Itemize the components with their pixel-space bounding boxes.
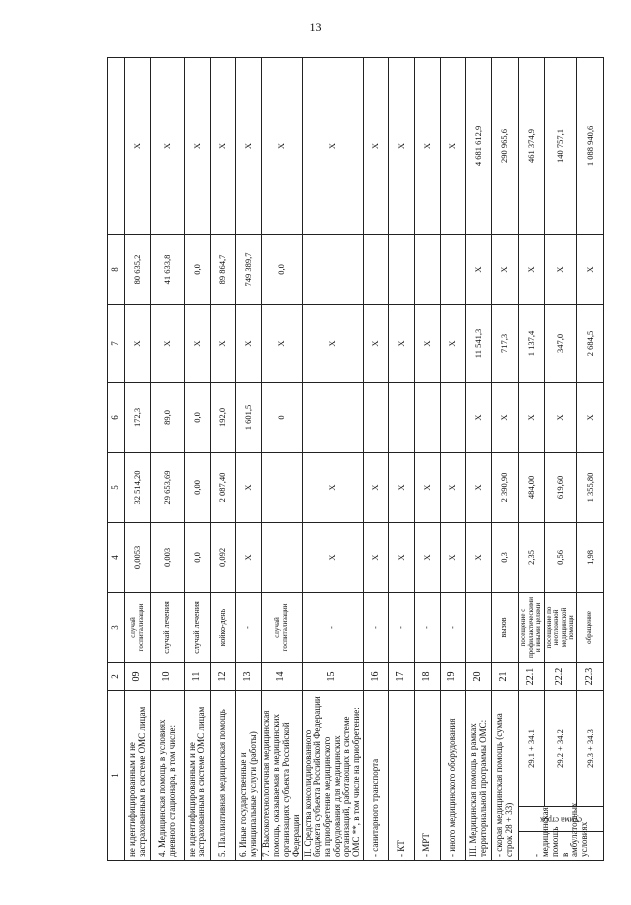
row-value-c4: 29 653,69 bbox=[151, 452, 185, 522]
row-value-c3: 1,98 bbox=[577, 522, 604, 592]
row-unit: случай госпитализации bbox=[261, 592, 302, 662]
row-name: 6. Иные государственные и муниципальные услуги (работы) bbox=[236, 690, 262, 860]
row-code: 10 bbox=[151, 662, 185, 690]
row-value-c7 bbox=[302, 234, 363, 304]
row-value-c8: X bbox=[236, 57, 262, 234]
row-value-c5 bbox=[414, 382, 440, 452]
row-value-c6: 717,3 bbox=[491, 304, 518, 382]
row-name: - санитарного транспорта bbox=[363, 690, 389, 860]
row-code: 16 bbox=[363, 662, 389, 690]
row-value-c6: 2 684,5 bbox=[577, 304, 604, 382]
row-value-c4: 2 087,40 bbox=[210, 452, 236, 522]
row-value-c4 bbox=[261, 452, 302, 522]
row-value-c7 bbox=[389, 234, 415, 304]
col-number-2: 2 bbox=[108, 662, 125, 690]
row-value-c7: 749 389,7 bbox=[236, 234, 262, 304]
row-value-c5: 89,0 bbox=[151, 382, 185, 452]
row-value-c6: X bbox=[414, 304, 440, 382]
table-frame bbox=[107, 58, 604, 861]
row-value-c7: X bbox=[577, 234, 604, 304]
row-value-c4: 0,00 bbox=[184, 452, 210, 522]
row-code: 09 bbox=[125, 662, 151, 690]
row-unit: - bbox=[440, 592, 466, 662]
row-value-c3: X bbox=[414, 522, 440, 592]
row-value-c6: X bbox=[210, 304, 236, 382]
row-value-c7: 0,0 bbox=[184, 234, 210, 304]
row-value-c4: 484,00 bbox=[518, 452, 545, 522]
header-spacer bbox=[108, 57, 125, 234]
table-row bbox=[389, 57, 415, 860]
row-value-c8: X bbox=[184, 57, 210, 234]
column-number-row bbox=[108, 57, 125, 860]
row-value-c8: 290 965,6 bbox=[491, 57, 518, 234]
row-value-c7: X bbox=[545, 234, 577, 304]
row-value-c5: 192,0 bbox=[210, 382, 236, 452]
row-code: 17 bbox=[389, 662, 415, 690]
row-value-c4: 619,60 bbox=[545, 452, 577, 522]
col-number-7: 7 bbox=[108, 304, 125, 382]
row-name: 4. Медицинская помощь в условиях дневного стационара, в том числе: bbox=[151, 690, 185, 860]
row-value-c3: X bbox=[466, 522, 492, 592]
row-name: 7. Высокотехнологичная медицинская помощь, оказываемая в медицинских организациях субъекта Российской Федерации bbox=[261, 690, 302, 860]
row-value-c8: X bbox=[210, 57, 236, 234]
row-name: - МРТ bbox=[414, 690, 440, 860]
col-number-8: 8 bbox=[108, 234, 125, 304]
row-value-c5: 0 bbox=[261, 382, 302, 452]
row-value-c3: 0,56 bbox=[545, 522, 577, 592]
row-value-c3: X bbox=[363, 522, 389, 592]
table-row bbox=[210, 57, 236, 860]
row-value-c3: X bbox=[302, 522, 363, 592]
row-value-c8: 4 681 612,9 bbox=[466, 57, 492, 234]
table-row bbox=[302, 57, 363, 860]
row-name: не идентифицированным и не застрахованным в системе ОМС лицам bbox=[184, 690, 210, 860]
row-unit: случай госпитализации bbox=[125, 592, 151, 662]
row-value-c5: X bbox=[518, 382, 545, 452]
sum-formula: 29.2 + 34.2 bbox=[545, 690, 577, 806]
row-unit: случай лечения bbox=[151, 592, 185, 662]
row-value-c7 bbox=[414, 234, 440, 304]
row-value-c8: 140 757,1 bbox=[545, 57, 577, 234]
row-value-c3: 0,0 bbox=[184, 522, 210, 592]
row-value-c6: 1 137,4 bbox=[518, 304, 545, 382]
sum-formula: 29.3 + 34.3 bbox=[577, 690, 604, 806]
row-value-c4: 32 514,20 bbox=[125, 452, 151, 522]
row-value-c6: 347,0 bbox=[545, 304, 577, 382]
table-row bbox=[363, 57, 389, 860]
row-value-c7: X bbox=[466, 234, 492, 304]
row-unit: койко-день bbox=[210, 592, 236, 662]
row-value-c5 bbox=[363, 382, 389, 452]
row-value-c6: X bbox=[151, 304, 185, 382]
row-value-c8: X bbox=[151, 57, 185, 234]
row-value-c7: 0,0 bbox=[261, 234, 302, 304]
row-value-c3: 2,35 bbox=[518, 522, 545, 592]
row-value-c5: 1 601,5 bbox=[236, 382, 262, 452]
col-number-1: 1 bbox=[108, 690, 125, 860]
row-unit bbox=[466, 592, 492, 662]
row-value-c8: X bbox=[302, 57, 363, 234]
row-value-c5 bbox=[389, 382, 415, 452]
row-value-c3: X bbox=[389, 522, 415, 592]
row-code: 12 bbox=[210, 662, 236, 690]
row-value-c7: 41 633,8 bbox=[151, 234, 185, 304]
row-value-c4: X bbox=[414, 452, 440, 522]
col-number-3: 3 bbox=[108, 592, 125, 662]
row-code: 20 bbox=[466, 662, 492, 690]
row-value-c3 bbox=[261, 522, 302, 592]
row-value-c4: X bbox=[302, 452, 363, 522]
table-row bbox=[151, 57, 185, 860]
row-value-c5: X bbox=[545, 382, 577, 452]
row-value-c7 bbox=[363, 234, 389, 304]
row-code: 11 bbox=[184, 662, 210, 690]
col-number-5: 5 bbox=[108, 452, 125, 522]
row-value-c8: X bbox=[125, 57, 151, 234]
row-unit: - bbox=[414, 592, 440, 662]
row-name: - скорая медицинская помощь (сумма строк 28 + 33) bbox=[491, 690, 518, 860]
row-value-c8: X bbox=[261, 57, 302, 234]
table-row bbox=[184, 57, 210, 860]
row-name: - иного медицинского оборудования bbox=[440, 690, 466, 860]
row-value-c6: X bbox=[389, 304, 415, 382]
row-value-c8: X bbox=[363, 57, 389, 234]
row-value-c5: X bbox=[577, 382, 604, 452]
row-value-c8: X bbox=[440, 57, 466, 234]
row-value-c8: X bbox=[414, 57, 440, 234]
row-code: 14 bbox=[261, 662, 302, 690]
row-value-c5: 0,0 bbox=[184, 382, 210, 452]
ambulatory-name: - медицинская помощь в амбулаторных условиях bbox=[518, 832, 604, 861]
sum-label-cell bbox=[518, 807, 604, 832]
sum-label: сумма строк bbox=[539, 815, 582, 825]
row-value-c3: 0,0053 bbox=[125, 522, 151, 592]
row-unit: вызов bbox=[491, 592, 518, 662]
row-code: 13 bbox=[236, 662, 262, 690]
row-value-c4: 2 390,90 bbox=[491, 452, 518, 522]
row-code: 22.2 bbox=[545, 662, 577, 690]
table-row bbox=[414, 57, 440, 860]
row-name: не идентифицированным и не застрахованным в системе ОМС лицам bbox=[125, 690, 151, 860]
row-value-c4: X bbox=[466, 452, 492, 522]
row-name: III. Медицинская помощь в рамках территориальной программы ОМС: bbox=[466, 690, 492, 860]
row-code: 19 bbox=[440, 662, 466, 690]
row-value-c8: 461 374,9 bbox=[518, 57, 545, 234]
table-row bbox=[261, 57, 302, 860]
row-unit: - bbox=[236, 592, 262, 662]
row-value-c5: X bbox=[466, 382, 492, 452]
row-code: 22.3 bbox=[577, 662, 604, 690]
row-value-c3: X bbox=[440, 522, 466, 592]
row-value-c6: X bbox=[236, 304, 262, 382]
row-value-c7 bbox=[440, 234, 466, 304]
row-unit: посещение по неотложной медицинской помощи bbox=[545, 592, 577, 662]
table-row bbox=[125, 57, 151, 860]
row-value-c5 bbox=[302, 382, 363, 452]
row-name: II. Средства консолидированного бюджета субъекта Российской Федерации на приобретение медицинского оборудования для медицинских организаций, работающих в системе ОМС **, в том числе на приобретение: bbox=[302, 690, 363, 860]
table-row bbox=[440, 57, 466, 860]
row-unit: обращение bbox=[577, 592, 604, 662]
ambulatory-subrow bbox=[577, 57, 604, 860]
col-number-4: 4 bbox=[108, 522, 125, 592]
row-name: - КТ bbox=[389, 690, 415, 860]
row-value-c4: X bbox=[389, 452, 415, 522]
col-number-6: 6 bbox=[108, 382, 125, 452]
table-row bbox=[236, 57, 262, 860]
row-value-c6: 11 541,3 bbox=[466, 304, 492, 382]
row-value-c6: X bbox=[125, 304, 151, 382]
row-value-c5: 172,3 bbox=[125, 382, 151, 452]
row-unit: случай лечения bbox=[184, 592, 210, 662]
table-row bbox=[491, 57, 518, 860]
rotated-table-container bbox=[107, 58, 604, 861]
row-value-c6: X bbox=[363, 304, 389, 382]
row-unit: - bbox=[389, 592, 415, 662]
row-value-c8: X bbox=[389, 57, 415, 234]
page-number: 13 bbox=[309, 20, 322, 34]
row-value-c6: X bbox=[184, 304, 210, 382]
ambulatory-subrow bbox=[545, 57, 577, 860]
row-value-c5: X bbox=[491, 382, 518, 452]
row-value-c7: 80 635,2 bbox=[125, 234, 151, 304]
row-unit: - bbox=[363, 592, 389, 662]
row-value-c4: X bbox=[440, 452, 466, 522]
sum-formula: 29.1 + 34.1 bbox=[518, 690, 545, 806]
row-value-c3: 0,3 bbox=[491, 522, 518, 592]
row-value-c4: X bbox=[236, 452, 262, 522]
row-value-c5 bbox=[440, 382, 466, 452]
row-value-c6: X bbox=[261, 304, 302, 382]
row-value-c6: X bbox=[302, 304, 363, 382]
row-value-c7: X bbox=[491, 234, 518, 304]
row-value-c8: 1 088 940,6 bbox=[577, 57, 604, 234]
financing-table bbox=[107, 57, 604, 861]
row-code: 22.1 bbox=[518, 662, 545, 690]
row-value-c4: 1 355,80 bbox=[577, 452, 604, 522]
row-value-c3: 0,092 bbox=[210, 522, 236, 592]
row-value-c4: X bbox=[363, 452, 389, 522]
row-value-c7: 89 864,7 bbox=[210, 234, 236, 304]
table-row bbox=[466, 57, 492, 860]
row-code: 15 bbox=[302, 662, 363, 690]
row-value-c3: 0,003 bbox=[151, 522, 185, 592]
row-unit: посещение с профилактическими и иными целями bbox=[518, 592, 545, 662]
row-name: 5. Паллиативная медицинская помощь bbox=[210, 690, 236, 860]
row-code: 21 bbox=[491, 662, 518, 690]
row-value-c7: X bbox=[518, 234, 545, 304]
row-code: 18 bbox=[414, 662, 440, 690]
ambulatory-subrow bbox=[518, 57, 545, 860]
row-unit: - bbox=[302, 592, 363, 662]
row-value-c6: X bbox=[440, 304, 466, 382]
row-value-c3: X bbox=[236, 522, 262, 592]
